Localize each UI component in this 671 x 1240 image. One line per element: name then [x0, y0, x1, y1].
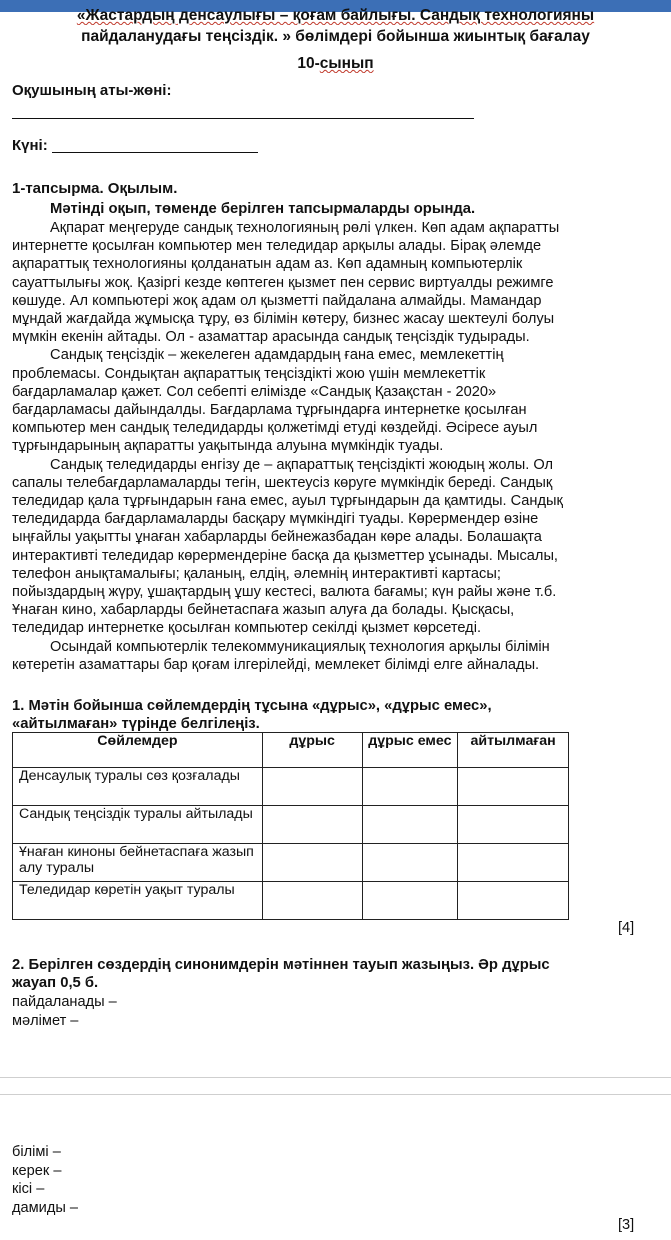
date-line	[52, 152, 258, 153]
answer-cell-not-mentioned[interactable]	[458, 844, 569, 882]
reading-text-line: Сандық теңсіздік – жекелеген адамдардың ғана емес, мемлекеттің	[50, 347, 504, 364]
sentence-cell: Денсаулық туралы сөз қозғалады	[13, 768, 263, 806]
synonym-word: пайдаланады –	[12, 994, 117, 1010]
sentence-cell: Теледидар көретін уақыт туралы	[13, 882, 263, 920]
page-divider	[0, 1077, 671, 1078]
reading-text-line: телефон анықтамалығы; қаланың, елдің, әлемнің интерактивті картасы;	[12, 565, 501, 582]
reading-text-line: сапалы телебағдарламаларды тегін, шектеусіз көруге мүмкіндік береді. Сандық	[12, 474, 553, 491]
question2-score: [3]	[618, 1217, 635, 1233]
reading-text-line: Ақпарат меңгеруде сандық технологияның рөлі үлкен. Көп адам ақпаратты	[50, 220, 560, 236]
sentence-cell: Ұнаған киноны бейнетаспаға жазып алу туралы	[13, 844, 263, 882]
synonym-word-list-top	[12, 993, 117, 1030]
col-header-sentences: Сөйлемдер	[13, 733, 263, 768]
table-row	[13, 882, 569, 920]
task1-title: 1-тапсырма. Оқылым.	[12, 180, 178, 197]
grade-label: 10-сынып	[297, 55, 374, 72]
date-label: Күні:	[12, 137, 48, 154]
reading-text-line: ыңғайлы уақытты ұнаған хабарларды бейнежазбадан көре алады. Болашақта	[12, 529, 542, 546]
reading-text-line: компьютер мен сандық теледидарды қолжетімді етуді көздейді. Әсіресе ауыл	[12, 420, 538, 437]
col-header-not-mentioned: айтылмаған	[458, 733, 569, 768]
doc-title-line2: пайдаланудағы теңсіздік. » бөлімдері бойынша жиынтық бағалау	[81, 28, 590, 45]
reading-text-line: көшуде. Ал компьютері жоқ адам ол қызметті пайдалана алмайды. Мамандар	[12, 292, 542, 309]
synonym-word: мәлімет –	[12, 1012, 79, 1029]
task1-instruction: Мәтінді оқып, төменде берілген тапсырмаларды орында.	[50, 201, 476, 217]
question1-score: [4]	[618, 920, 635, 936]
reading-text-line: теледидар қала тұрғындарын ғана емес, ауыл тұрғындарын да қамтиды. Сандық	[12, 493, 563, 510]
reading-text-line: мүмкін екенін айтады. Ол - азаматтар арасында сандық теңсіздік тудырады.	[12, 329, 530, 346]
reading-text	[12, 219, 612, 674]
answer-table	[12, 732, 569, 920]
answer-cell-true[interactable]	[262, 768, 362, 806]
reading-text-line: Осындай компьютерлік телекоммуникациялық технология арқылы білімін	[50, 638, 550, 655]
question2-prompt: 2. Берілген сөздердің синонимдерін мәтіннен тауып жазыңыз. Әр дұрыс жауап 0,5 б.	[12, 957, 550, 991]
answer-cell-false[interactable]	[362, 882, 458, 920]
synonym-word: кісі –	[12, 1181, 45, 1197]
reading-text-line: бағдарламалар қажет. Сол себепті елімізде «Сандық Қазақстан - 2020»	[12, 383, 497, 400]
reading-text-line: бағдарламасы дайындалды. Бағдарлама тұрғындарға интернетке қосылған	[12, 402, 527, 419]
answer-cell-false[interactable]	[362, 844, 458, 882]
reading-text-line: интерактивті теледидар көрермендеріне басқа да қызметтер ұсынады. Мысалы,	[12, 547, 558, 564]
synonym-word: білімі –	[12, 1144, 61, 1160]
reading-text-line: көтеретін азаматтары бар қоғам ілгерілейді, мемлекет білімді елге айналады.	[12, 656, 540, 673]
answer-cell-false[interactable]	[362, 806, 458, 844]
answer-cell-not-mentioned[interactable]	[458, 882, 569, 920]
reading-text-line: ақпараттық технологияны қолданатын адам аз. Көп адамның компьютерлік	[12, 256, 523, 273]
answer-cell-true[interactable]	[262, 844, 362, 882]
student-name-line	[12, 118, 474, 119]
col-header-true: дұрыс	[262, 733, 362, 768]
reading-text-line: сауаттылығы жоқ. Қазіргі кезде көптеген қызмет пен сервис виртуалды режимге	[12, 274, 554, 291]
reading-text-line: проблемасы. Сондықтан ақпараттық теңсіздікті жою үшін мемлекеттік	[12, 365, 486, 382]
reading-text-line: интернетте қосылған компьютер мен теледидар арқылы алады. Бірақ әлемде	[12, 238, 542, 255]
page-divider	[0, 1094, 671, 1095]
answer-cell-not-mentioned[interactable]	[458, 768, 569, 806]
reading-text-line: теледидарда бағдарламаларды басқару мүмкіндігі туады. Көрермендер өзіне	[12, 511, 539, 528]
synonym-word: дамиды –	[12, 1199, 78, 1216]
reading-text-line: Сандық теледидарды енгізу де – ақпараттық теңсіздікті жоюдың жолы. Ол	[50, 456, 554, 473]
student-name-label: Оқушының аты-жөні:	[12, 82, 172, 99]
question1-prompt: 1. Мәтін бойынша сөйлемдердің тұсына «дұрыс», «дұрыс емес», «айтылмаған» түрінде белгілеңіз.	[12, 698, 492, 732]
synonym-word-list-bottom	[12, 1143, 78, 1217]
reading-text-line: Ұнаған кино, хабарларды бейнетаспаға жазып алуға да болады. Қысқасы,	[12, 602, 515, 619]
answer-cell-true[interactable]	[262, 882, 362, 920]
reading-text-line: тұрғындарының ақпаратты уақытында алуына мүмкіндік туады.	[12, 438, 444, 455]
reading-text-line: теледидар интернетке қосылған компьютер секілді қызмет көрсетеді.	[12, 620, 481, 637]
answer-cell-true[interactable]	[262, 806, 362, 844]
table-row	[13, 768, 569, 806]
reading-text-line: мұндай жағдайда жұмысқа тұру, өз білімін көтеру, бизнес жасау шектеулі болуы	[12, 311, 555, 328]
answer-cell-not-mentioned[interactable]	[458, 806, 569, 844]
table-row	[13, 806, 569, 844]
doc-title-line1: «Жастардың денсаулығы – қоғам байлығы. Сандық технологияны	[76, 7, 595, 24]
reading-text-line: пойыздардың жүру, ұшақтардың ұшу кестесі, валюта бағамы; күн райы және т.б.	[12, 584, 557, 601]
table-row	[13, 844, 569, 882]
answer-cell-false[interactable]	[362, 768, 458, 806]
synonym-word: керек –	[12, 1162, 62, 1179]
col-header-false: дұрыс емес	[362, 733, 458, 768]
sentence-cell: Сандық теңсіздік туралы айтылады	[13, 806, 263, 844]
